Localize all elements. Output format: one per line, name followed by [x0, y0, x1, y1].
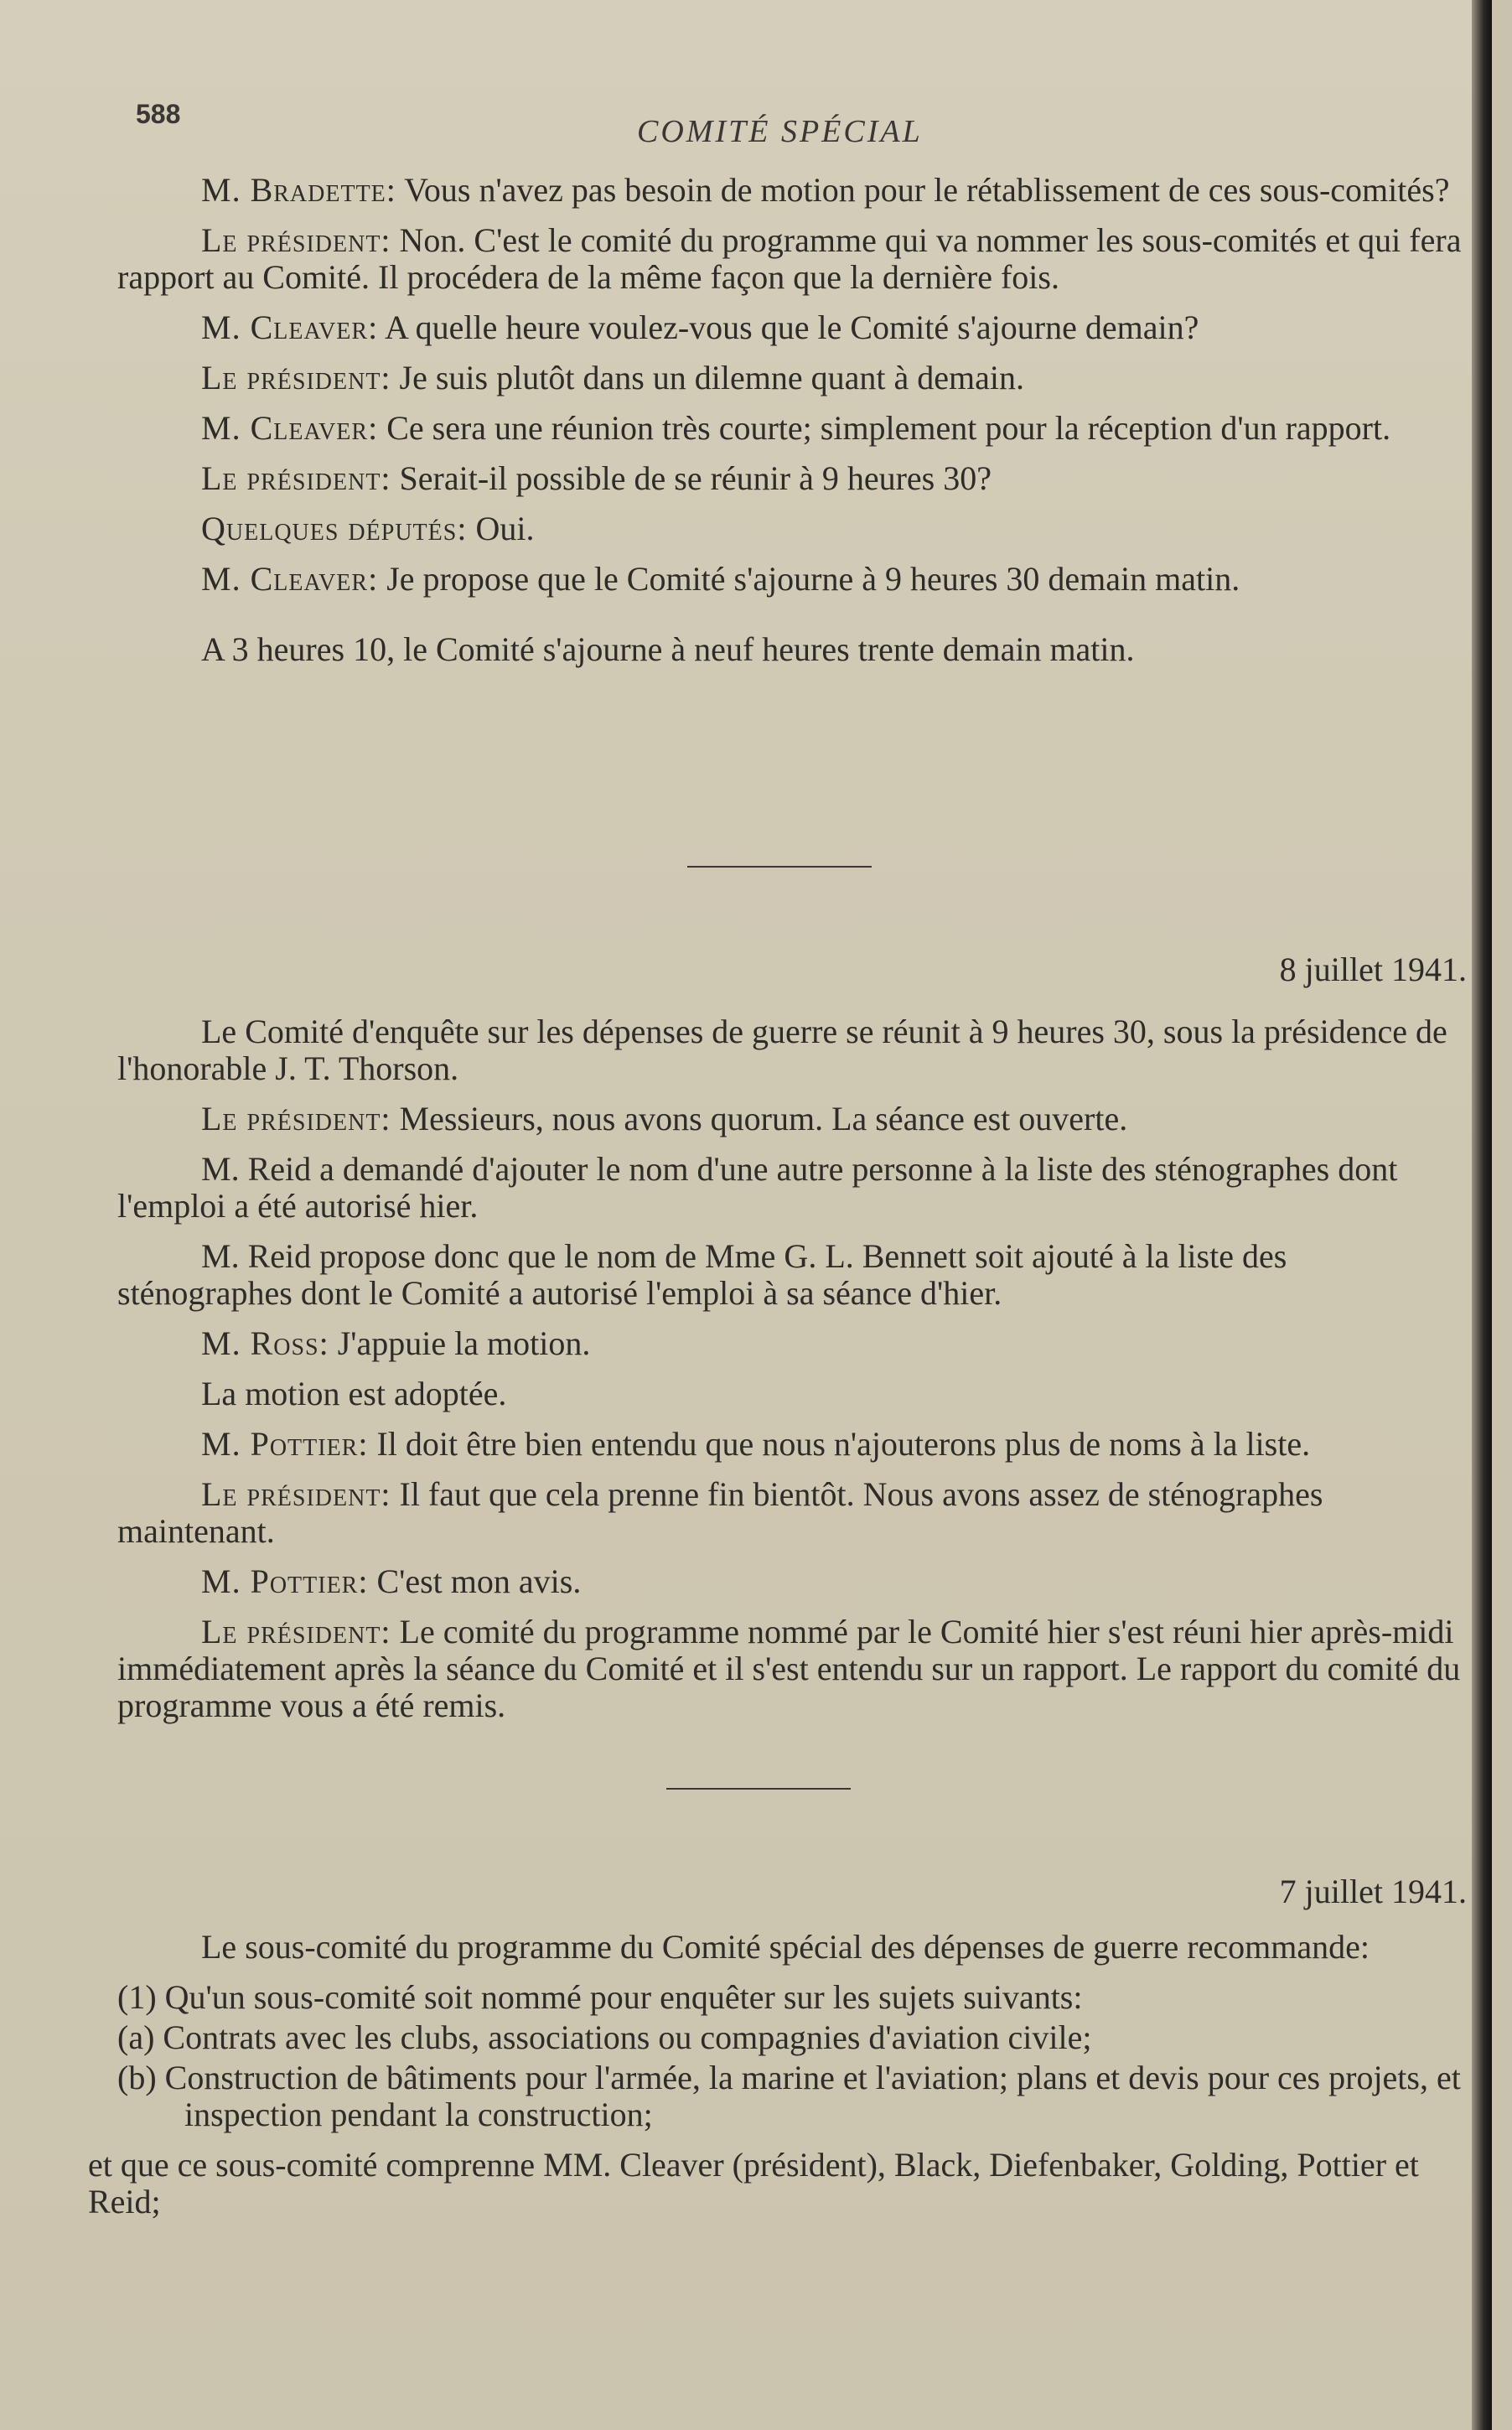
page-number: 588	[136, 99, 181, 129]
paragraph	[117, 1101, 1467, 1137]
paragraph	[117, 510, 1467, 547]
speaker: Le président:	[201, 1475, 391, 1513]
paragraph: et que ce sous-comité comprenne MM. Cleaver (président), Black, Diefenbaker, Golding, Pottier et Reid;	[88, 2146, 1419, 2220]
paragraph-text: Non. C'est le comité du programme qui va nommer les sous-comités et qui fera rapport au Comité. Il procédera de la même façon que la dernière fois.	[117, 221, 1462, 296]
speaker: M. Pottier:	[201, 1562, 369, 1600]
paragraph	[117, 1476, 1467, 1550]
paragraph	[117, 172, 1467, 209]
paragraph-text: Oui.	[467, 510, 535, 547]
paragraph-text: J'appuie la motion.	[329, 1324, 591, 1362]
section-2	[117, 951, 1467, 1738]
paragraph-text: Messieurs, nous avons quorum. La séance est ouverte.	[391, 1100, 1128, 1137]
speaker: M. Bradette:	[201, 171, 396, 209]
paragraph	[117, 222, 1467, 296]
paragraph: Le Comité d'enquête sur les dépenses de guerre se réunit à 9 heures 30, sous la présidence de l'honorable J. T. Thorson.	[117, 1013, 1447, 1087]
speaker: Le président:	[201, 1100, 391, 1137]
paragraph-text: Serait-il possible de se réunir à 9 heures 30?	[391, 459, 992, 497]
paragraph	[117, 1563, 1467, 1600]
speaker: Quelques députés:	[201, 510, 468, 547]
paragraph-text: Je propose que le Comité s'ajourne à 9 heures 30 demain matin.	[378, 560, 1240, 598]
speaker: M. Cleaver:	[201, 560, 379, 598]
paragraph: Le sous-comité du programme du Comité spécial des dépenses de guerre recommande:	[201, 1928, 1370, 1966]
paragraph-text: Je suis plutôt dans un dilemne quant à demain.	[391, 359, 1024, 396]
list-item: (b) Construction de bâtiments pour l'armée, la marine et l'aviation; plans et devis pour ces projets, et inspection pendant la construction;	[117, 2059, 1461, 2133]
paragraph-text: A quelle heure voulez-vous que le Comité s'ajourne demain?	[378, 308, 1199, 346]
speaker: M. Cleaver:	[201, 308, 379, 346]
paragraph-text: Il faut que cela prenne fin bientôt. Nous avons assez de sténographes maintenant.	[117, 1475, 1323, 1550]
section-date: 7 juillet 1941.	[1279, 1873, 1467, 1910]
paragraph	[117, 309, 1467, 346]
adjournment-note: A 3 heures 10, le Comité s'ajourne à neuf heures trente demain matin.	[201, 630, 1135, 668]
paragraph: M. Reid a demandé d'ajouter le nom d'une autre personne à la liste des sténographes dont l'emploi a été autorisé hier.	[117, 1150, 1398, 1225]
list-item: (a) Contrats avec les clubs, associations ou compagnies d'aviation civile;	[117, 2018, 1092, 2056]
section-date: 8 juillet 1941.	[1279, 951, 1467, 988]
paragraph: La motion est adoptée.	[201, 1375, 507, 1412]
paragraph	[117, 410, 1467, 447]
speaker: Le président:	[201, 459, 391, 497]
section-3	[88, 1873, 1467, 2234]
speaker: Le président:	[201, 221, 391, 259]
section-divider	[666, 1788, 851, 1790]
list-item: (1) Qu'un sous-comité soit nommé pour enquêter sur les sujets suivants:	[117, 1978, 1083, 2016]
paragraph	[117, 1426, 1467, 1463]
page-edge-shadow	[1472, 0, 1492, 2430]
speaker: Le président:	[201, 1613, 391, 1650]
speaker: Le président:	[201, 359, 391, 396]
section-divider	[687, 866, 872, 868]
paragraph-text: Ce sera une réunion très courte; simplement pour la réception d'un rapport.	[378, 409, 1391, 447]
section-1	[117, 172, 1467, 681]
paragraph	[117, 561, 1467, 598]
paragraph	[117, 1614, 1467, 1724]
paragraph-text: Il doit être bien entendu que nous n'ajouterons plus de noms à la liste.	[368, 1425, 1311, 1463]
paragraph-text: Vous n'avez pas besoin de motion pour le rétablissement de ces sous-comités?	[396, 171, 1450, 209]
paragraph	[117, 360, 1467, 396]
speaker: M. Ross:	[201, 1324, 329, 1362]
running-header: COMITÉ SPÉCIAL	[637, 114, 923, 149]
paragraph-text: C'est mon avis.	[368, 1562, 582, 1600]
paragraph-text: Le comité du programme nommé par le Comité hier s'est réuni hier après-midi immédiatement après la séance du Comité et il s'est entendu sur un rapport. Le rapport du comité du programme vous a été remis.	[117, 1613, 1461, 1724]
speaker: M. Cleaver:	[201, 409, 379, 447]
paragraph: M. Reid propose donc que le nom de Mme G. L. Bennett soit ajouté à la liste des sténographes dont le Comité a autorisé l'emploi à sa séance d'hier.	[117, 1237, 1287, 1312]
paragraph	[117, 460, 1467, 497]
paragraph	[117, 1325, 1467, 1362]
speaker: M. Pottier:	[201, 1425, 369, 1463]
